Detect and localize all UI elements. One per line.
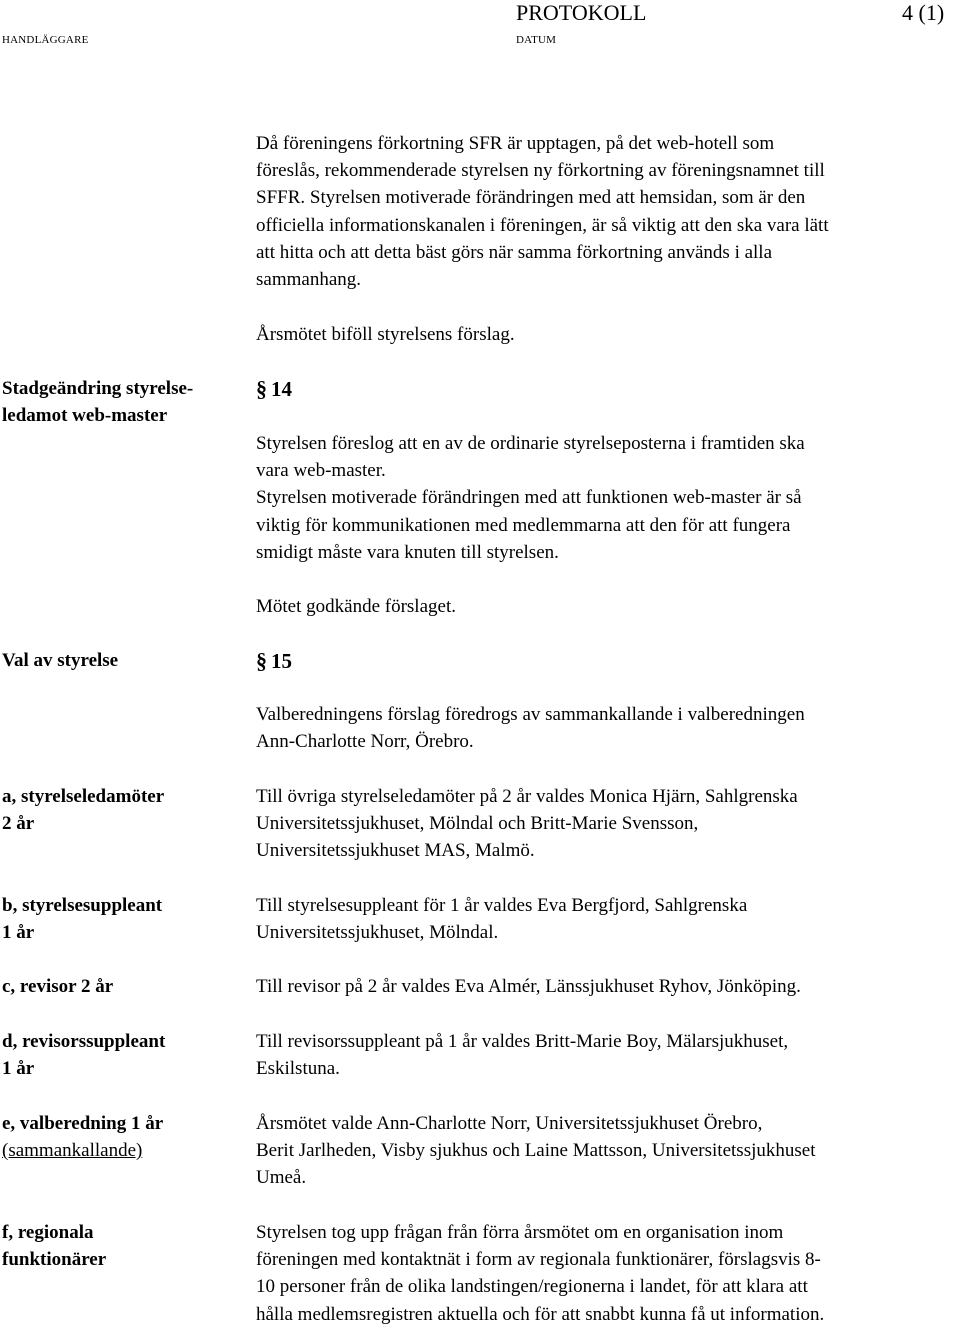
intro-paragraph	[256, 130, 956, 293]
item-d-label	[2, 1028, 165, 1082]
section-number: 14	[271, 377, 292, 401]
item-e-label	[2, 1110, 163, 1164]
text-line: 1 år	[2, 1058, 35, 1080]
handlaggare-label: HANDLÄGGARE	[2, 34, 89, 46]
text-line: Stadgeändring styrelse-	[2, 378, 194, 399]
text-line: SFFR. Styrelsen motiverade förändringen med att hemsidan, som är den	[256, 187, 806, 209]
item-a-text	[256, 783, 956, 865]
text-line: e, valberedning 1 år	[2, 1113, 164, 1134]
text-line: Till styrelsesuppleant för 1 år valdes Eva Bergfjord, Sahlgrenska	[256, 895, 748, 916]
section-15-heading	[256, 647, 292, 682]
datum-label: DATUM	[516, 34, 557, 46]
text-line: Universitetssjukhuset, Mölndal och Britt-Marie Svensson,	[256, 813, 699, 835]
section-15-intro	[256, 701, 956, 755]
item-f-label	[2, 1219, 106, 1273]
text-line: Universitetssjukhuset MAS, Malmö.	[256, 840, 535, 862]
section-14-heading	[256, 375, 292, 410]
text-line: officiella informationskanalen i föreningen, är så viktig att den ska vara lätt	[256, 214, 829, 236]
text-line: Styrelsen tog upp frågan från förra årsmötet om en organisation inom	[256, 1222, 784, 1243]
text-line: Valberedningens förslag föredrogs av sammankallande i valberedningen	[256, 704, 805, 725]
text-line: d, revisorssuppleant	[2, 1031, 166, 1052]
text-line: sammanhang.	[256, 269, 362, 291]
section-14-title	[2, 375, 193, 429]
text-line: (sammankallande)	[2, 1140, 143, 1162]
text-line: att hitta och att detta bäst görs när samma förkortning används i alla	[256, 241, 773, 263]
text-line: ledamot web-master	[2, 405, 168, 427]
text-line: föreningen med kontaktnät i form av regionala funktionärer, förslagsvis 8-	[256, 1249, 821, 1271]
section-14-proposal	[256, 430, 956, 566]
item-d-text	[256, 1028, 956, 1082]
text-line: Berit Jarlheden, Visby sjukhus och Laine Mattsson, Universitetssjukhuset	[256, 1140, 816, 1162]
text-line: smidigt måste vara knuten till styrelsen.	[256, 541, 559, 563]
text-line: Ann-Charlotte Norr, Örebro.	[256, 731, 474, 753]
text-line: hålla medlemsregistren aktuella och för att snabbt kunna få ut information.	[256, 1303, 825, 1325]
section-15-title: Val av styrelse	[2, 650, 119, 671]
item-e-text	[256, 1110, 956, 1192]
section-14-decision: Mötet godkände förslaget.	[256, 596, 456, 617]
item-a-label	[2, 783, 164, 837]
text-line: Styrelsen föreslog att en av de ordinarie styrelseposterna i framtiden ska	[256, 433, 805, 454]
text-line: funktionärer	[2, 1249, 107, 1271]
text-line: Styrelsen motiverade förändringen med att funktionen web-master är så	[256, 487, 802, 509]
section-number: 15	[271, 649, 292, 673]
text-line: Umeå.	[256, 1167, 307, 1189]
item-c-text: Till revisor på 2 år valdes Eva Almér, Länssjukhuset Ryhov, Jönköping.	[256, 976, 801, 997]
text-line: viktig för kommunikationen med medlemmarna att den för att fungera	[256, 514, 791, 536]
text-line: b, styrelsesuppleant	[2, 895, 163, 916]
page-number: 4 (‪1‬)	[902, 0, 945, 25]
text-line: 1 år	[2, 922, 35, 944]
intro-decision: Årsmötet biföll styrelsens förslag.	[256, 324, 515, 345]
item-c-label: c, revisor 2 år	[2, 976, 114, 997]
item-f-text	[256, 1219, 956, 1328]
text-line: Årsmötet valde Ann-Charlotte Norr, Universitetssjukhuset Örebro,	[256, 1113, 763, 1134]
text-line: Till övriga styrelseledamöter på 2 år valdes Monica Hjärn, Sahlgrenska	[256, 786, 798, 807]
text-line: Eskilstuna.	[256, 1058, 340, 1080]
document-type: PROTOKOLL	[516, 0, 647, 25]
text-line: f, regionala	[2, 1222, 94, 1243]
text-line: vara web-master.	[256, 460, 386, 482]
text-line: 2 år	[2, 813, 35, 835]
item-b-text	[256, 892, 956, 946]
text-line: Då föreningens förkortning SFR är upptagen, på det web-hotell som	[256, 133, 775, 154]
text-line: Till revisorssuppleant på 1 år valdes Britt-Marie Boy, Mälarsjukhuset,	[256, 1031, 789, 1052]
text-line: a, styrelseledamöter	[2, 786, 165, 807]
text-line: föreslås, rekommenderade styrelsen ny förkortning av föreningsnamnet till	[256, 160, 825, 182]
text-line: 10 personer från de olika landstingen/regionerna i landet, för att klara att	[256, 1276, 808, 1298]
item-b-label	[2, 892, 162, 946]
text-line: Universitetssjukhuset, Mölndal.	[256, 922, 499, 944]
